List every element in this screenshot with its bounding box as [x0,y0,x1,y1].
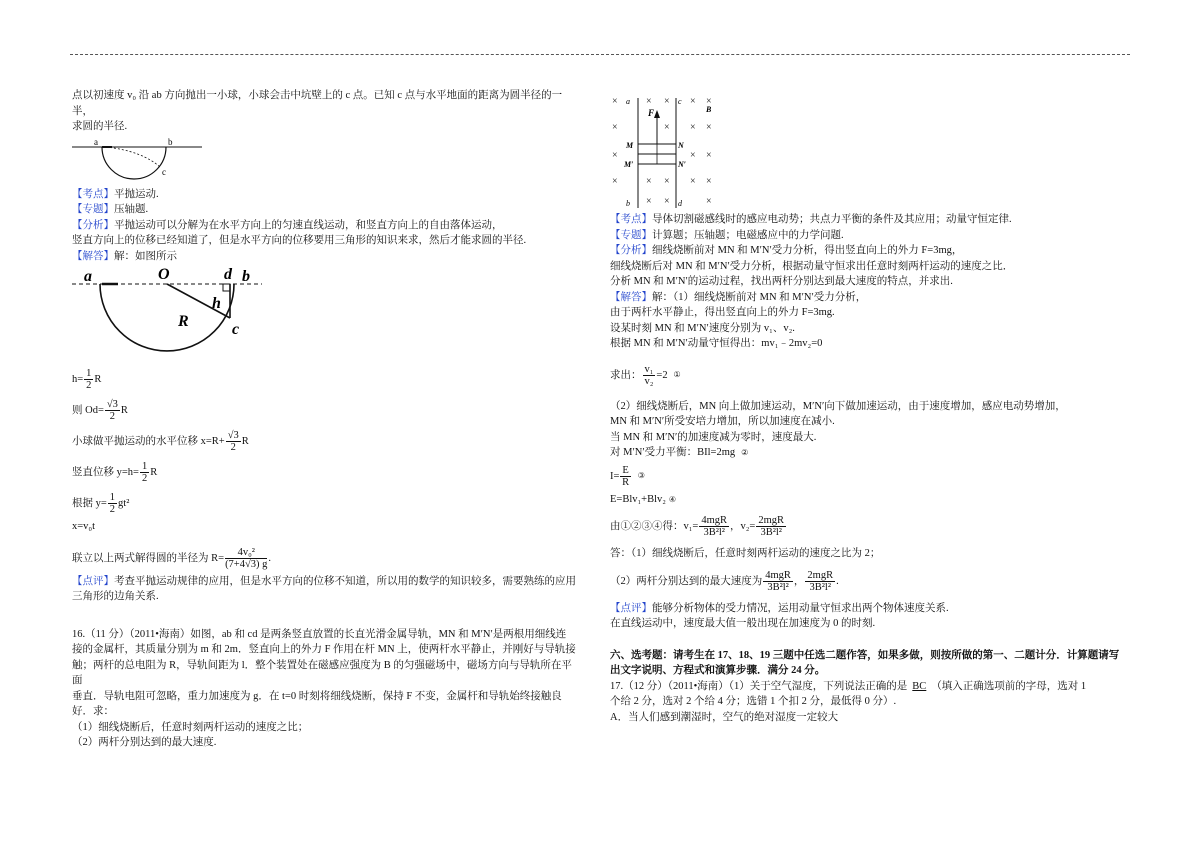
fig2-label-b: b [242,268,250,285]
eq-i-frac [620,465,630,488]
fig2-label-c: c [232,321,240,338]
q16-line1: 16.（11 分）（2011•海南）如图，ab 和 cd 是两条竖直放置的长直光滑金属导轨，MN 和 M′N′是两根用细线连 [72,628,567,640]
eq-x-num: √3 [227,430,239,441]
answer2-frac1 [763,570,793,593]
fig2-label-d: d [224,266,232,283]
field-cross-mark: × [612,150,618,161]
eq-ratio-pre: 求出： [610,369,642,381]
eq-ratio-frac [643,364,656,387]
eq-y [72,461,577,484]
eq-result [72,547,577,570]
right-column [610,94,1130,725]
problem15-text-line1: 点以初速度 v₀ 沿 ab 方向抛出一小球，小球会击中坑壁上的 c 点。已知 c 点与水平地面的距离为圆半径的一半， [72,90,563,117]
fig1-label-c: c [162,166,166,177]
r-jieda-line4: 根据 MN 和 M′N′动量守恒得出：mv₁﹣2mv₂=0 [610,338,823,349]
r-dianping-line2: 在直线运动中，速度最大值一般出现在加速度为 0 的时刻. [610,618,876,629]
field-cross-mark: × [690,96,696,107]
part2-line3: 当 MN 和 M′N′的加速度减为零时，速度最大. [610,431,817,443]
r-kaodian-text: 导体切割磁感线时的感应电动势；共点力平衡的条件及其应用；动量守恒定律. [652,214,1012,225]
field-cross-mark: × [706,150,712,161]
eq-result-post: . [268,552,271,564]
q16-line2: 接的金属杆，其质量分别为 m 和 2m．竖直向上的外力 F 作用在杆 MN 上，使两杆水平静止，并刚好与导轨接 [72,644,576,655]
fig3-label-F: F [648,108,655,118]
kaodian-tag: 【考点】 [72,188,114,200]
q17-answer-blank: BC [912,680,927,692]
zhuanti-text: 压轴题. [114,204,149,215]
zhuanti-tag: 【专题】 [72,204,114,215]
eq-xv: x=v₀t [72,521,95,532]
eq-v-pre: 由①②③④得：v₁= [610,520,699,532]
field-cross-mark: × [690,150,696,161]
fig1-label-a: a [94,136,98,147]
q17-line1 [610,679,1130,695]
dianping-line2: 三角形的边角关系. [72,591,159,602]
r-zhuanti-line [610,228,1130,244]
answer-line2 [610,570,1130,593]
field-cross-mark: × [706,176,712,187]
part2-line1: （2）细线烧断后，MN 向上做加速运动，M′N′向下做加速运动，由于速度增加，感应电动势增加， [610,400,1066,412]
header-rule [70,54,1130,55]
eq-ratio-post: =2 [656,369,668,381]
eq-y-post: R [150,466,158,478]
eq-y-pre: 竖直位移 y=h= [72,466,139,478]
r-jieda-line2: 由于两杆水平静止，得出竖直向上的外力 F=3mg. [610,307,835,318]
circle-mark-1: ① [673,370,681,380]
field-cross-mark: × [612,96,618,107]
figure-rails-magnetic-field [610,94,720,212]
eq-result-den: (7+4√3) g [225,558,268,570]
section6-heading-line1: 六、选考题：请考生在 17、18、19 三题中任选二题作答，如果多做，则按所做的第一、二题计分．计算题请写 [610,649,1120,661]
figure-semicircle-pit [72,137,212,183]
r-fenxi-line2: 细线烧断后对 MN 和 M′N′受力分析，根据动量守恒求出任意时刻两杆运动的速度之比． [610,260,1014,272]
dianping-text1: 考查平抛运动规律的应用，但是水平方向的位移不知道，所以用的数学的知识较多，需要熟练的应用 [114,575,576,587]
answer2-frac1-den: 3B²l² [767,581,789,593]
eq-od-post: R [120,404,128,416]
fenxi-tag: 【分析】 [72,219,114,231]
answer2-post: . [836,575,839,587]
fig3-label-N: N [678,141,684,150]
eq-gen [72,492,577,515]
fenxi-text1: 平抛运动可以分解为在水平方向上的匀速直线运动，和竖直方向上的自由落体运动， [114,219,503,231]
fig3-label-N2: N′ [678,160,687,169]
eq-gen-post: gt² [118,497,130,509]
kaodian-text: 平抛运动. [114,188,159,200]
eq-result-pre: 联立以上两式解得圆的半径为 R= [72,552,225,564]
fig3-label-b: b [626,199,630,208]
eq-h-pre: h= [72,373,84,385]
eq-h-post: R [94,373,102,385]
r-jieda-tag: 【解答】 [610,291,652,303]
field-cross-mark: × [690,122,696,133]
q17-line1-pre: 17.（12 分）（2011•海南）（1）关于空气湿度，下列说法正确的是 [610,680,908,692]
jieda-text: 解：如图所示 [114,250,177,262]
circle-mark-2: ② [741,448,749,457]
r-dianping-line1 [610,601,1130,617]
eq-v2-num: 2mgR [758,515,785,526]
eq-h-num: 1 [86,368,92,379]
eq-y-num: 1 [141,461,148,472]
dianping-tag: 【点评】 [72,575,114,587]
part2-line4-text: 对 M′N′受力平衡：BIl=2mg [610,447,736,458]
field-cross-mark: × [706,96,712,107]
r-kaodian-tag: 【考点】 [610,214,652,225]
fig2-label-h: h [212,295,221,312]
answer2-sep: ， [793,575,805,587]
figure-solution-diagram [72,264,272,364]
answer2-frac2-den: 3B²l² [809,581,831,593]
q17-option-a: A．当人们感到潮湿时，空气的绝对湿度一定较大 [610,711,839,723]
circle-mark-4: ④ [668,494,676,504]
fig3-label-a: a [626,97,630,106]
r-fenxi-tag: 【分析】 [610,245,652,256]
r-zhuanti-tag: 【专题】 [610,229,652,241]
r-jieda-line3: 设某时刻 MN 和 M′N′速度分别为 v₁、v₂. [610,322,795,334]
fig3-label-M2: M′ [624,160,634,169]
eq-x [72,430,577,453]
eq-gen-frac [108,492,117,515]
dianping-line1 [72,574,577,590]
field-cross-mark: × [706,196,712,207]
eq-gen-pre: 根据 y= [72,497,107,509]
eq-ratio-den: v₂ [644,375,654,387]
field-cross-mark: × [646,96,652,107]
eq-h [72,368,577,391]
r-zhuanti-text: 计算题；压轴题；电磁感应中的力学问题. [652,229,844,241]
q16-line4: 垂直．导轨电阻可忽略，重力加速度为 g．在 t=0 时刻将细线烧断，保持 F 不变，金属杆和导轨始终接触良 [72,690,562,702]
eq-v [610,515,1130,538]
answer2-frac2-num: 2mgR [807,569,834,581]
eq-i-den: R [622,476,630,488]
eq-x-post: R [241,435,249,447]
answer2-frac2 [805,570,835,593]
field-cross-mark: × [646,196,652,207]
part2-line4 [610,445,1130,461]
q17-line1-post: （填入正确选项前的字母，选对 1 [931,680,1087,692]
field-cross-mark: × [706,122,712,133]
r-jieda-text1: 解：（1）细线烧断前对 MN 和 M′N′受力分析， [652,291,867,303]
eq-h-frac [84,368,93,391]
r-fenxi-line3: 分析 MN 和 M′N′的运动过程，找出两杆分别达到最大速度的特点，并求出. [610,276,953,287]
fig2-label-a: a [84,268,92,285]
eq-ratio [610,364,1130,387]
eq-i-pre: I= [610,470,620,482]
kaodian-line [72,187,577,203]
eq-v1-num: 4mgR [701,515,728,526]
fig1-label-b: b [168,136,173,147]
jieda-line [72,249,577,265]
q16-line7: （2）两杆分别达到的最大速度. [72,737,217,748]
eq-i-num: E [622,464,629,476]
eq-v2-den: 3B²l² [760,527,782,538]
circle-mark-3: ③ [637,471,645,481]
fig3-label-c: c [678,97,682,106]
eq-result-num: 4v₀² [225,547,267,559]
field-cross-mark: × [664,122,670,133]
eq-y-frac [140,461,149,484]
field-cross-mark: × [664,196,670,207]
eq-x-den: 2 [230,442,236,453]
eq-x-pre: 小球做平抛运动的水平位移 x=R+ [72,435,225,447]
part2-line2: MN 和 M′N′所受安培力增加，所以加速度在减小. [610,416,835,427]
answer-line1: 答：（1）细线烧断后，任意时刻两杆运动的速度之比为 2； [610,548,881,559]
eq-x-frac [226,430,241,453]
field-cross-mark: × [664,96,670,107]
problem15-text-line2: 求圆的半径. [72,121,128,132]
eq-od-pre: 则 Od= [72,404,104,416]
eq-e [610,492,1130,508]
field-cross-mark: × [646,176,652,187]
q16-line6: （1）细线烧断后，任意时刻两杆运动的速度之比； [72,721,309,733]
field-cross-mark: × [664,176,670,187]
field-cross-mark: × [690,176,696,187]
eq-ratio-num: v₁ [644,363,654,375]
answer2-frac1-num: 4mgR [765,569,791,581]
eq-od [72,399,577,422]
eq-gen-num: 1 [109,492,116,503]
r-fenxi-text1: 细线烧断前对 MN 和 M′N′受力分析，得出竖直向上的外力 F=3mg， [652,245,963,256]
eq-od-frac [105,399,120,422]
eq-e-text: E=Blv₁+Blv₂ [610,493,666,505]
eq-v1-frac [699,515,729,538]
r-kaodian-line [610,212,1130,228]
field-cross-mark: × [612,176,618,187]
eq-od-num: √3 [106,399,118,410]
fenxi-line1 [72,218,577,234]
r-jieda-line1 [610,290,1130,306]
fenxi-line2: 竖直方向上的位移已经知道了，但是水平方向的位移要用三角形的知识来求，然后才能求圆的半径. [72,235,527,246]
eq-y-den: 2 [141,473,148,484]
left-column [72,88,577,751]
eq-h-den: 2 [86,380,92,391]
r-fenxi-line1 [610,243,1130,259]
jieda-tag: 【解答】 [72,250,114,262]
fig3-label-B: B [706,105,712,114]
fig3-label-d: d [678,199,682,208]
eq-v1-den: 3B²l² [703,527,725,538]
eq-v2-frac [756,515,786,538]
eq-v-mid: ，v₂= [730,520,756,532]
q17-line2: 个给 2 分，选对 2 个给 4 分；选错 1 个扣 2 分，最低得 0 分）. [610,696,897,707]
field-cross-mark: × [612,122,618,133]
section6-heading-line2: 出文字说明、方程式和演算步骤．满分 24 分。 [610,665,826,676]
fig2-label-R: R [178,313,189,330]
r-dianping-text1: 能够分析物体的受力情况，运用动量守恒求出两个物体速度关系. [652,602,949,614]
eq-result-frac [225,547,267,570]
q16-line3: 触；两杆的总电阻为 R，导轨间距为 l．整个装置处在磁感应强度为 B 的匀强磁场中，磁场方向与导轨所在平面 [72,659,572,686]
fig2-label-O: O [158,266,170,283]
answer2-pre: （2）两杆分别达到的最大速度为 [610,575,763,587]
q16-line5: 好．求： [72,706,114,717]
r-dianping-tag: 【点评】 [610,602,652,614]
zhuanti-line [72,202,577,218]
eq-od-den: 2 [109,411,116,422]
fig3-label-M: M [626,141,634,150]
eq-gen-den: 2 [109,504,116,515]
eq-i [610,465,1130,488]
